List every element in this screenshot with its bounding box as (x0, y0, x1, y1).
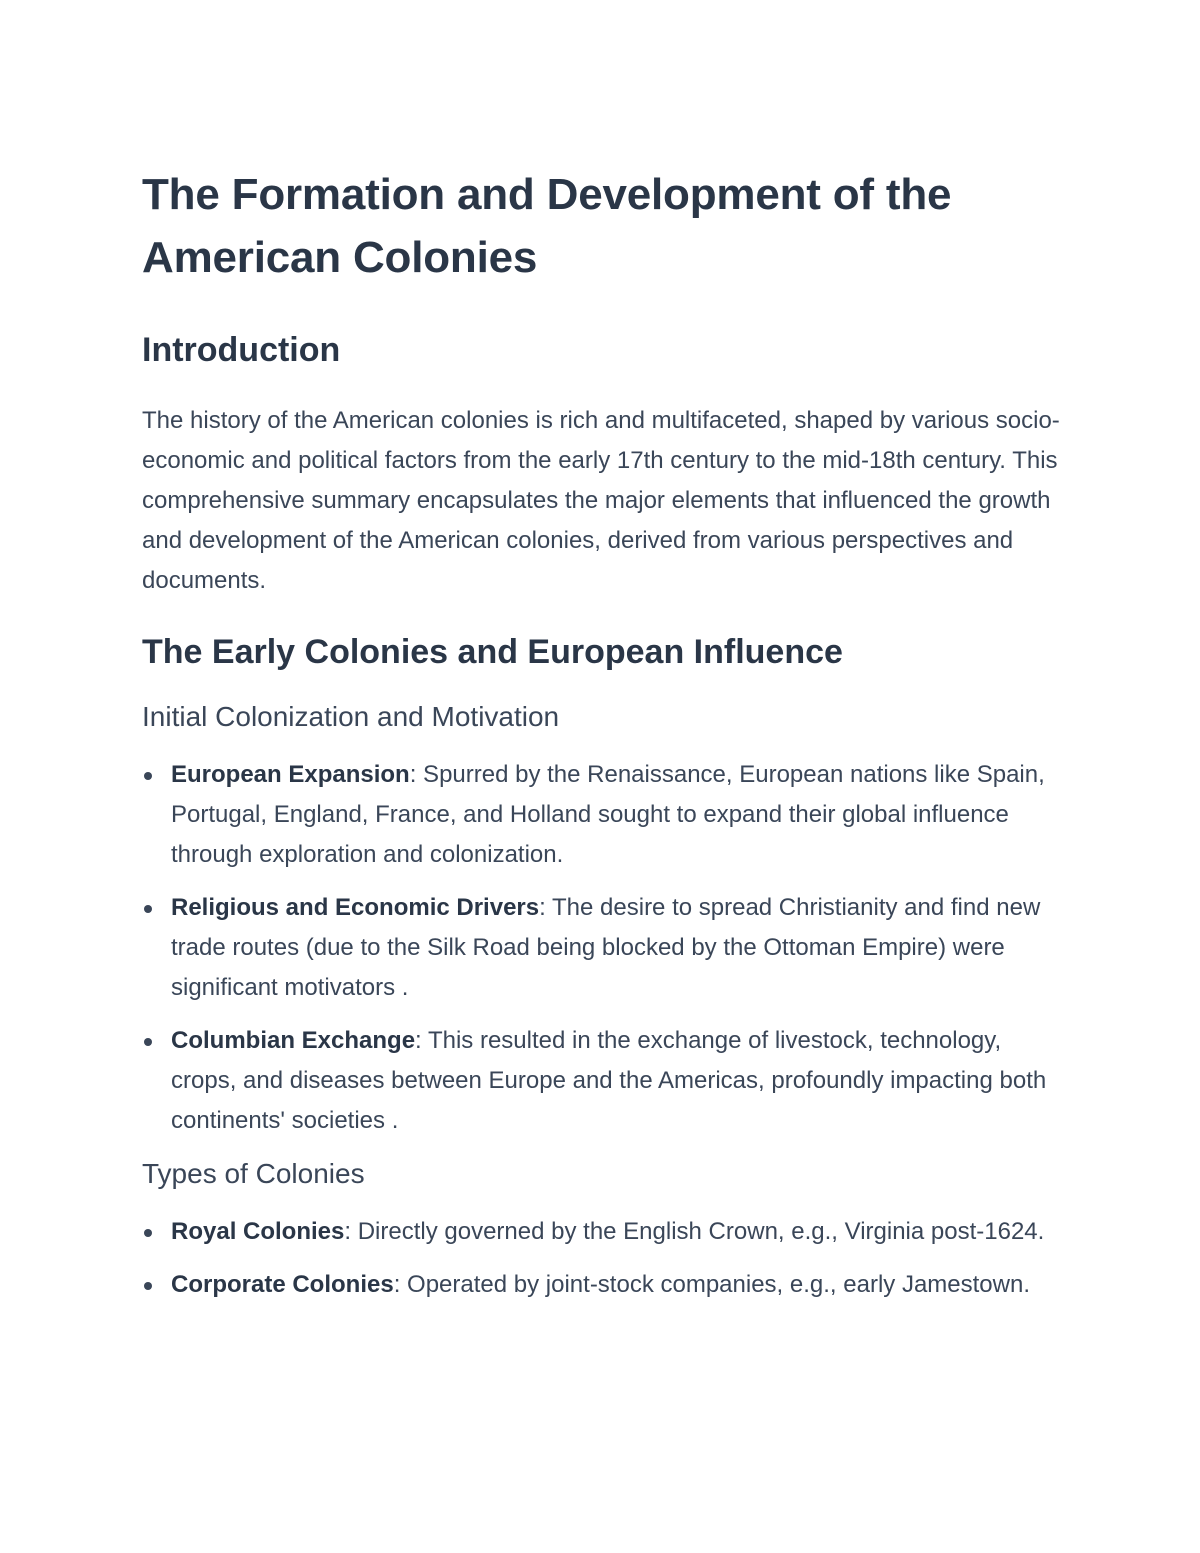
document-page (142, 163, 1062, 1318)
bullet-icon (144, 905, 152, 913)
early-colonies-heading: The Early Colonies and European Influence (142, 633, 843, 671)
list-item-term: European Expansion (171, 761, 410, 788)
initial-colonization-heading: Initial Colonization and Motivation (142, 701, 560, 732)
list-item-term: Columbian Exchange (171, 1027, 416, 1054)
introduction-paragraph: The history of the American colonies is rich and multifaceted, shaped by various socio-economic and political factors from the early 17th century to the mid-18th century. This comprehensive summary encapsulates the major elements that influenced the growth and development of the American colonies, derived from various perspectives and documents. (142, 407, 1060, 594)
introduction-heading: Introduction (142, 331, 341, 369)
list-item (142, 755, 1062, 875)
types-of-colonies-heading: Types of Colonies (142, 1158, 365, 1189)
list-item-text: : The desire to spread Christianity and find new trade routes (due to the Silk Road being blocked by the Ottoman Empire) were significant motivators . (171, 894, 1041, 1001)
list-item (142, 888, 1062, 1008)
list-item-text: : Operated by joint-stock companies, e.g., early Jamestown. (393, 1271, 1030, 1298)
types-of-colonies-list (142, 1212, 1062, 1305)
list-item-term: Royal Colonies (171, 1218, 345, 1245)
list-item (142, 1265, 1062, 1305)
bullet-icon (144, 772, 152, 780)
bullet-icon (144, 1229, 152, 1237)
list-item-term: Corporate Colonies (171, 1271, 394, 1298)
list-item-term: Religious and Economic Drivers (171, 894, 540, 921)
list-item-text: : This resulted in the exchange of livestock, technology, crops, and diseases between Europe and the Americas, profoundly impacting both continents' societies . (171, 1027, 1047, 1134)
list-item (142, 1021, 1062, 1141)
initial-colonization-list (142, 755, 1062, 1141)
bullet-icon (144, 1038, 152, 1046)
list-item-text: : Directly governed by the English Crown, e.g., Virginia post-1624. (344, 1218, 1045, 1245)
list-item-text: : Spurred by the Renaissance, European nations like Spain, Portugal, England, France, and Holland sought to expand their global influence through exploration and colonization. (171, 761, 1045, 868)
bullet-icon (144, 1282, 152, 1290)
document-title: The Formation and Development of the American Colonies (142, 170, 952, 282)
list-item (142, 1212, 1062, 1252)
